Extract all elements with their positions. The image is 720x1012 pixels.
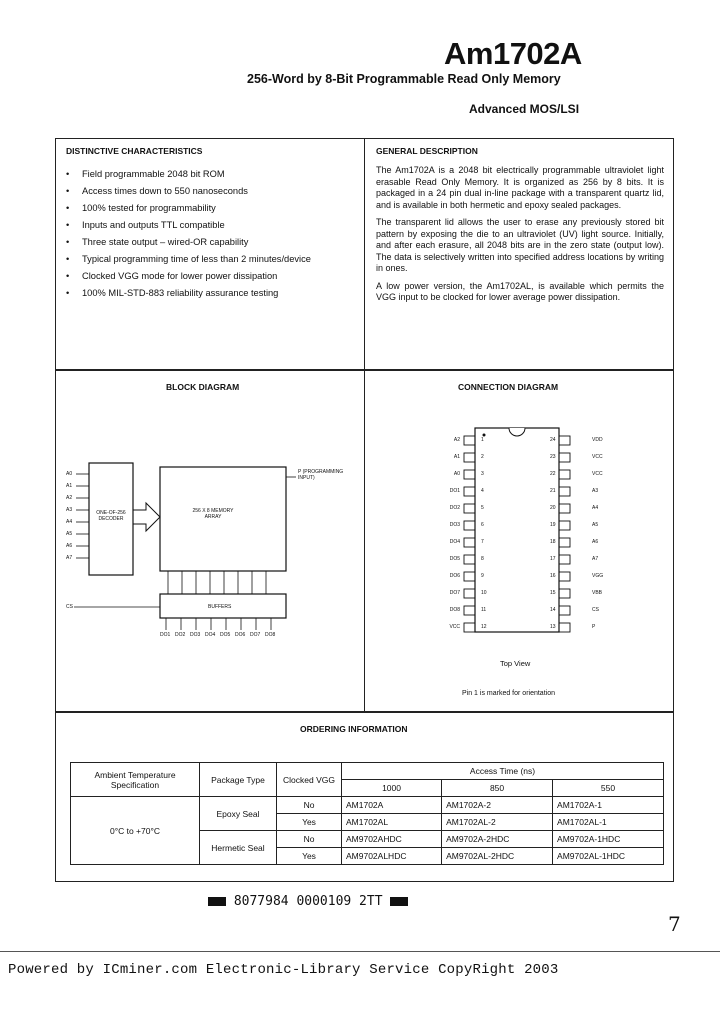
pin-number: 20 xyxy=(550,505,556,511)
pin-number: 23 xyxy=(550,454,556,460)
col-package: Package Type xyxy=(200,763,277,797)
list-item: • Field programmable 2048 bit ROM xyxy=(66,168,311,185)
part-cell: AM9702AL-2HDC xyxy=(442,848,553,865)
address-label: A7 xyxy=(66,555,73,561)
middle-divider xyxy=(364,370,365,712)
barcode-text: 8077984 0000109 2TT xyxy=(233,894,383,909)
pin-name: P xyxy=(592,624,596,630)
part-cell: AM9702AL-1HDC xyxy=(553,848,664,865)
list-item: • Access times down to 550 nanoseconds xyxy=(66,185,311,202)
pin-name: DO7 xyxy=(449,590,460,596)
block-diagram xyxy=(60,455,360,645)
vgg-cell: Yes xyxy=(277,848,342,865)
pin-number: 2 xyxy=(481,454,484,460)
pin-number: 9 xyxy=(481,573,484,579)
page-mark: 7 xyxy=(668,912,681,936)
output-label: DO8 xyxy=(265,632,276,638)
top-view-label: Top View xyxy=(500,659,531,668)
output-label: DO6 xyxy=(235,632,246,638)
pin-name: VDD xyxy=(592,437,603,443)
pin-number: 7 xyxy=(481,539,484,545)
pin-number: 3 xyxy=(481,471,484,477)
pin-orientation-note: Pin 1 is marked for orientation xyxy=(462,690,555,697)
pin-number: 14 xyxy=(550,607,556,613)
list-item: • 100% tested for programmability xyxy=(66,202,311,219)
address-label: A2 xyxy=(66,495,73,501)
barcode-line xyxy=(208,894,408,909)
pin-number: 11 xyxy=(481,607,487,613)
address-label: A1 xyxy=(66,483,73,489)
output-label: DO2 xyxy=(175,632,186,638)
pin-number: 21 xyxy=(550,488,556,494)
pin-number: 19 xyxy=(550,522,556,528)
pin-name: A7 xyxy=(592,556,599,562)
time-850: 850 xyxy=(442,780,553,797)
part-cell: AM1702AL xyxy=(342,814,442,831)
pin-name: A6 xyxy=(592,539,599,545)
footer-divider xyxy=(0,951,720,952)
pin-number: 22 xyxy=(550,471,556,477)
cs-label: CS xyxy=(66,604,73,610)
pin-name: VCC xyxy=(449,624,460,630)
pin-name: A4 xyxy=(592,505,599,511)
list-item: • 100% MIL-STD-883 reliability assurance testing xyxy=(66,287,311,304)
vgg-cell: Yes xyxy=(277,814,342,831)
general-description xyxy=(376,165,664,310)
part-cell: AM9702A-1HDC xyxy=(553,831,664,848)
programming-input-label: P (PROGRAMMING INPUT) xyxy=(298,469,344,481)
address-label: A4 xyxy=(66,519,73,525)
pin-name: A1 xyxy=(453,454,460,460)
address-label: A6 xyxy=(66,543,73,549)
output-label: DO5 xyxy=(220,632,231,638)
part-cell: AM9702AHDC xyxy=(342,831,442,848)
pin-name: DO3 xyxy=(449,522,460,528)
vgg-cell: No xyxy=(277,831,342,848)
characteristics-heading: DISTINCTIVE CHARACTERISTICS xyxy=(66,146,203,156)
part-cell: AM1702A xyxy=(342,797,442,814)
col-access-time: Access Time (ns) xyxy=(342,763,664,780)
connection-diagram-heading: CONNECTION DIAGRAM xyxy=(458,382,559,392)
output-label: DO3 xyxy=(190,632,201,638)
output-label: DO1 xyxy=(160,632,171,638)
pin-name: A0 xyxy=(453,471,460,477)
address-label: A5 xyxy=(66,531,73,537)
table-row xyxy=(71,797,664,814)
package-epoxy: Epoxy Seal xyxy=(200,797,277,831)
technology-label: Advanced MOS/LSI xyxy=(469,102,580,116)
temp-range: 0°C to +70°C xyxy=(71,797,200,865)
characteristics-list xyxy=(66,168,311,304)
address-label: A0 xyxy=(66,471,73,477)
list-item: • Typical programming time of less than 2 minutes/device xyxy=(66,253,311,270)
buffers-label: BUFFERS xyxy=(208,604,232,610)
col-vgg: Clocked VGG xyxy=(277,763,342,797)
pin-name: VBB xyxy=(592,590,603,596)
barcode-block-icon xyxy=(390,897,408,906)
pin-number: 15 xyxy=(550,590,556,596)
pin-name: A5 xyxy=(592,522,599,528)
col-temperature: Ambient Temperature Specification xyxy=(71,763,200,797)
time-550: 550 xyxy=(553,780,664,797)
array-label: 256 X 8 MEMORY ARRAY xyxy=(192,508,234,520)
part-cell: AM1702A-1 xyxy=(553,797,664,814)
pin-name: CS xyxy=(592,607,599,613)
pin-name: DO6 xyxy=(449,573,460,579)
list-item: • Inputs and outputs TTL compatible xyxy=(66,219,311,236)
part-cell: AM1702A-2 xyxy=(442,797,553,814)
address-label: A3 xyxy=(66,507,73,513)
general-paragraph: The transparent lid allows the user to erase any previously stored bit pattern by exposing the die to an ultraviolet (UV) light source. Initially, and after each erasure, all 2048 bits are in the zero state (output low). The data is selectively written into specified address locations by writing in ones. xyxy=(376,217,664,273)
part-cell: AM9702A-2HDC xyxy=(442,831,553,848)
pin-name: DO2 xyxy=(449,505,460,511)
pin-name: VCC xyxy=(592,471,603,477)
pin-name: DO8 xyxy=(449,607,460,613)
part-title: Am1702A xyxy=(444,36,582,71)
pin-name: A3 xyxy=(592,488,599,494)
footer-text: Powered by ICminer.com Electronic-Library Service CopyRight 2003 xyxy=(8,962,559,978)
pin-number: 17 xyxy=(550,556,556,562)
vgg-cell: No xyxy=(277,797,342,814)
list-item: • Three state output – wired-OR capability xyxy=(66,236,311,253)
pin-number: 18 xyxy=(550,539,556,545)
part-subtitle: 256-Word by 8-Bit Programmable Read Only Memory xyxy=(247,72,561,86)
pin-number: 6 xyxy=(481,522,484,528)
part-cell: AM1702AL-1 xyxy=(553,814,664,831)
decoder-label: ONE-OF-256 DECODER xyxy=(96,510,126,522)
pin-number: 5 xyxy=(481,505,484,511)
ordering-table xyxy=(70,762,664,865)
pin-number: 12 xyxy=(481,624,487,630)
general-heading: GENERAL DESCRIPTION xyxy=(376,146,478,156)
pin-name: VGG xyxy=(592,573,604,579)
barcode-block-icon xyxy=(208,897,226,906)
time-1000: 1000 xyxy=(342,780,442,797)
part-cell: AM9702ALHDC xyxy=(342,848,442,865)
pin-name: DO5 xyxy=(449,556,460,562)
pin-name: DO1 xyxy=(449,488,460,494)
block-diagram-heading: BLOCK DIAGRAM xyxy=(166,382,240,392)
general-paragraph: The Am1702A is a 2048 bit electrically programmable ultraviolet light erasable Read Only Memory. It is organized as 256 by 8 bits. It is packaged in a 24 pin dual in-line package with a transparent quartz lid, and is available in both hermetic and epoxy sealed packages. xyxy=(376,165,664,210)
pin-number: 24 xyxy=(550,437,556,443)
general-paragraph: A low power version, the Am1702AL, is available which permits the VGG input to be clocked for lower average power dissipation. xyxy=(376,280,664,302)
output-label: DO7 xyxy=(250,632,261,638)
pin-number: 13 xyxy=(550,624,556,630)
package-hermetic: Hermetic Seal xyxy=(200,831,277,865)
pin-number: 8 xyxy=(481,556,484,562)
pin-name: VCC xyxy=(592,454,603,460)
pin-number: 4 xyxy=(481,488,484,494)
output-label: DO4 xyxy=(205,632,216,638)
top-divider xyxy=(364,138,365,370)
list-item: • Clocked VGG mode for lower power dissipation xyxy=(66,270,311,287)
pin-number: 10 xyxy=(481,590,487,596)
pin-name: A2 xyxy=(453,437,460,443)
part-cell: AM1702AL-2 xyxy=(442,814,553,831)
pin-number: 16 xyxy=(550,573,556,579)
pin-number: 1 xyxy=(481,437,484,443)
ordering-heading: ORDERING INFORMATION xyxy=(300,724,408,734)
pin-name: DO4 xyxy=(449,539,460,545)
